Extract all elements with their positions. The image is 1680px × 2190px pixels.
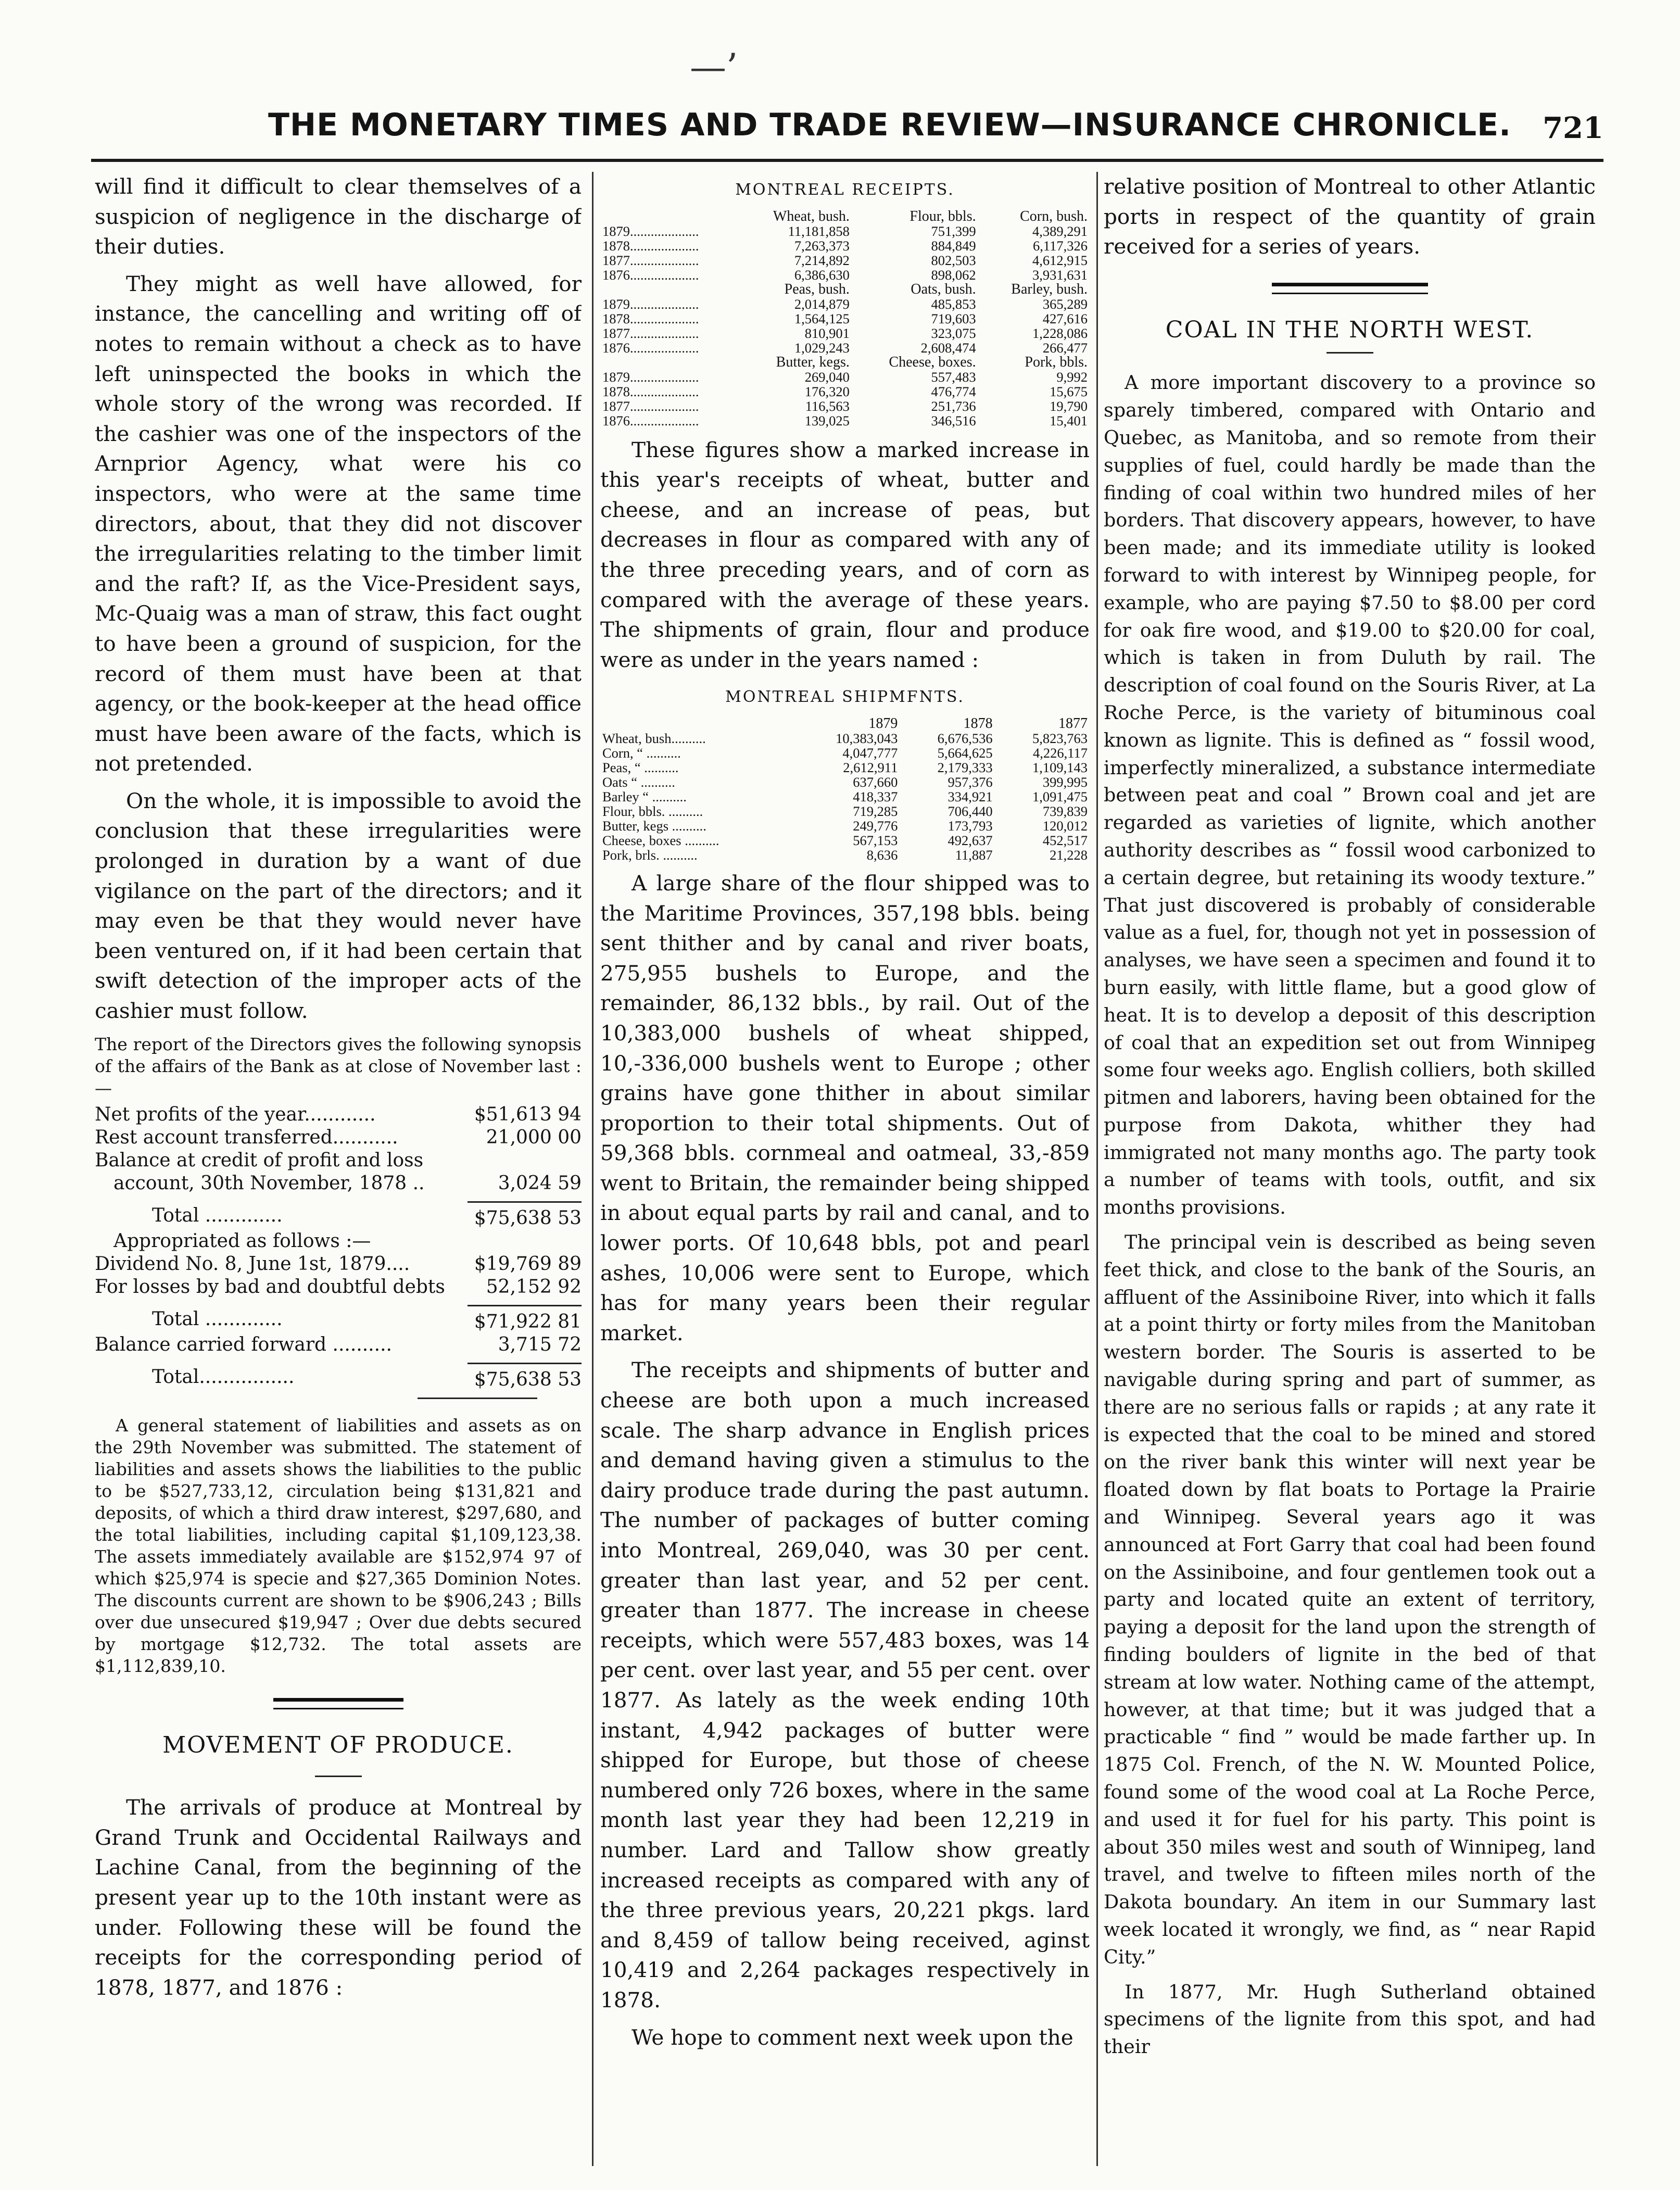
paragraph: The principal vein is described as being seven feet thick, and close to the bank of the Souris, an affluent of the Assiniboine River, into which it falls at a point thirty or forty miles from the Manitoban western border. The Souris is asserted to be navigable during spring and part of summer, as there are no serious falls or rapids ; at any rate it is expected that the coal to be mined and stored on the river bank this winter will next year be floated down by flat boats to Portage la Prairie and Winnipeg. Several years ago it was announced at Fort Garry that coal had been found on the Assiniboine, and four gentlemen took out a party and located quite an extent of territory, paying a deposit for the land upon the strength of finding boulders of lignite in the bed of that stream at low water. Nothing came of the attempt, however, at that time; but it was judged that a practicable “ find ” would be made farther up. In 1875 Col. French, of the N. W. Mounted Police, found some of the wood coal at La Roche Perce, and used it for fuel for his party. This point is about 350 miles west and south of Winnipeg, land travel, and twelve to fifteen miles north of the Dakota boundary. An item in our Summary last week located it wrongly, we find, as “ near Rapid City.” — [1104, 1231, 1596, 1968]
column-header: Cheese, boxes. — [889, 354, 976, 370]
commodity-cell: Wheat, bush.......... — [602, 730, 706, 746]
value-cell: 4,226,117 — [1032, 745, 1088, 761]
section-rule — [273, 1698, 403, 1709]
value-cell: 11,181,858 — [788, 223, 850, 239]
blank-header — [600, 355, 740, 370]
year-cell: 1877.................... — [602, 252, 699, 268]
value-cell: 334,921 — [948, 788, 993, 804]
commodity-cell: Pork, brls. .......... — [602, 847, 698, 863]
paragraph: We hope to comment next week upon the — [631, 2024, 1073, 2050]
table-row — [600, 775, 1090, 789]
value-cell: 810,901 — [804, 325, 850, 341]
directors-report — [95, 1034, 582, 1099]
paragraph: will find it difficult to clear themselves of a suspicion of negligence in the discharge of their duties. — [95, 174, 582, 259]
value-cell: 898,062 — [931, 267, 976, 283]
value-cell: 557,483 — [931, 369, 976, 385]
receipts-caption: MONTREAL RECEIPTS. — [735, 181, 955, 199]
year-cell: 1877.................... — [602, 325, 699, 341]
year-cell: 1879.................... — [602, 296, 699, 312]
section-heading: COAL IN THE NORTH WEST. — [1165, 316, 1534, 343]
shipments-caption: MONTREAL SHIPMFNTS. — [725, 688, 965, 707]
commodity-cell: Cheese, boxes .......... — [602, 832, 719, 848]
value-cell: 2,179,333 — [937, 759, 993, 775]
fin-subheading: Appropriated as follows :— — [113, 1230, 371, 1252]
year-cell: 1877.................... — [602, 398, 699, 414]
heading-rule — [315, 1776, 362, 1777]
blank-header — [600, 209, 740, 224]
paragraph: relative position of Montreal to other Atlantic ports in respect of the quantity of grain received for a series of years. — [1104, 174, 1596, 259]
paragraph: A large share of the flour shipped was to the Maritime Provinces, 357,198 bbls. being sent thither and by canal and river boats, 275,955 bushels to Europe, and the remainder, 86,132 bbls., by rail. Out of the 10,383,000 bushels of wheat shipped, 10,-336,000 bushels went to Europe ; other grains have gone thither in about similar proportion to their total shipments. Out of 59,368 bbls. cornmeal and oatmeal, 33,-859 went to Britain, the remainder being shipped in about equal parts by rail and canal, and to lower ports. Of 10,648 bbls, pot and pearl ashes, 10,006 were sent to Europe, which has for many years been their regular market. — [600, 870, 1090, 1345]
year-cell: 1878.................... — [602, 237, 699, 254]
value-cell: 427,616 — [1042, 310, 1088, 326]
value-cell: 10,383,043 — [836, 730, 898, 746]
fin-label: Balance carried forward .......... — [95, 1334, 392, 1356]
blank-header — [600, 282, 740, 297]
table-row — [600, 731, 1090, 746]
commodity-cell: Barley “ .......... — [602, 788, 687, 804]
value-cell: 476,774 — [931, 383, 976, 399]
year-cell: 1876.................... — [602, 267, 699, 283]
value-cell: 802,503 — [931, 252, 976, 268]
fin-total-label: Total ............. — [152, 1308, 283, 1330]
year-cell: 1876.................... — [602, 412, 699, 429]
value-cell: 7,214,892 — [794, 252, 850, 268]
table-row — [600, 789, 1090, 804]
table-row — [600, 238, 1090, 253]
table-row — [600, 399, 1090, 413]
fin-amount: $51,613 94 — [474, 1103, 582, 1125]
fin-amount: 52,152 92 — [486, 1276, 582, 1298]
value-cell: 719,285 — [853, 803, 898, 819]
value-cell: 346,516 — [931, 412, 976, 429]
value-cell: 637,660 — [853, 774, 898, 790]
table-row — [600, 341, 1090, 355]
value-cell: 452,517 — [1042, 832, 1088, 848]
publication-title: THE MONETARY TIMES AND TRADE REVIEW—INSURANCE CHRONICLE. — [268, 107, 1511, 143]
value-cell: 399,995 — [1042, 774, 1088, 790]
value-cell: 1,091,475 — [1032, 788, 1088, 804]
fin-amount: 3,715 72 — [498, 1333, 582, 1355]
column-header: Flour, bbls. — [910, 208, 976, 224]
table-row — [600, 833, 1090, 848]
commodity-cell: Oats “ .......... — [602, 774, 675, 790]
montreal-receipts-table — [600, 209, 1090, 428]
table-row — [600, 370, 1090, 384]
shipments-header-row — [600, 716, 1090, 731]
table-row — [600, 760, 1090, 775]
blank-header — [600, 716, 794, 731]
fin-total-amount: $75,638 53 — [468, 1363, 582, 1391]
table-row — [600, 311, 1090, 326]
table-row — [600, 804, 1090, 819]
paragraph: On the whole, it is impossible to avoid the conclusion that these irregularities were prolonged in duration by a want of due vigilance on the part of the directors; and it may even be that they would never have been ventured on, if it had been certain that swift detection of the improper acts of the cashier must follow. — [95, 788, 582, 1024]
receipts-header-row — [600, 355, 1090, 370]
value-cell: 2,608,474 — [920, 339, 976, 356]
value-cell: 492,637 — [948, 832, 993, 848]
fin-label: account, 30th November, 1878 .. — [113, 1173, 425, 1194]
value-cell: 139,025 — [804, 412, 850, 429]
value-cell: 751,399 — [931, 223, 976, 239]
value-cell: 1,029,243 — [794, 339, 850, 356]
year-cell: 1878.................... — [602, 310, 699, 326]
table-row — [600, 848, 1090, 862]
value-cell: 120,012 — [1042, 817, 1088, 834]
value-cell: 418,337 — [853, 788, 898, 804]
value-cell: 719,603 — [931, 310, 976, 326]
fin-total-amount: $71,922 81 — [468, 1305, 582, 1333]
fin-label: Dividend No. 8, June 1st, 1879.... — [95, 1253, 410, 1275]
year-cell: 1879.................... — [602, 369, 699, 385]
value-cell: 706,440 — [948, 803, 993, 819]
commodity-cell: Flour, bbls. .......... — [602, 803, 703, 819]
year-cell: 1876.................... — [602, 339, 699, 356]
value-cell: 2,014,879 — [794, 296, 850, 312]
fin-total-label: Total ............. — [152, 1204, 283, 1226]
value-cell: 176,320 — [804, 383, 850, 399]
receipts-header-row — [600, 282, 1090, 297]
value-cell: 15,401 — [1050, 412, 1088, 429]
value-cell: 11,887 — [955, 847, 993, 863]
table-row — [600, 413, 1090, 428]
year-header: 1877 — [1058, 715, 1088, 732]
value-cell: 485,853 — [931, 296, 976, 312]
table-row — [600, 297, 1090, 311]
paragraph: These figures show a marked increase in this year's receipts of wheat, butter and cheese, and an increase of peas, but decreases in flour as compared with any of the three preceding years, and of corn as compared with the average of these years. The shipments of grain, flour and produce were as under in the years named : — [600, 437, 1090, 672]
year-header: 1879 — [868, 715, 898, 732]
table-row — [600, 746, 1090, 760]
value-cell: 1,564,125 — [794, 310, 850, 326]
value-cell: 269,040 — [804, 369, 850, 385]
table-row — [600, 819, 1090, 833]
value-cell: 249,776 — [853, 817, 898, 834]
value-cell: 173,793 — [948, 817, 993, 834]
value-cell: 1,228,086 — [1032, 325, 1088, 341]
value-cell: 2,612,911 — [843, 759, 898, 775]
column-divider — [1096, 172, 1098, 2166]
column-left — [95, 172, 582, 2166]
year-header: 1878 — [963, 715, 993, 732]
section-rule — [1272, 283, 1428, 294]
fin-label: Balance at credit of profit and loss — [95, 1149, 424, 1171]
value-cell: 15,675 — [1050, 383, 1088, 399]
value-cell: 9,992 — [1056, 369, 1088, 385]
value-cell: 21,228 — [1050, 847, 1088, 863]
montreal-shipments-table — [600, 716, 1090, 862]
report-intro: The report of the Directors gives the following synopsis of the affairs of the Bank as at close of November last :— — [95, 1034, 582, 1098]
total-underline — [418, 1398, 537, 1399]
fin-label: For losses by bad and doubtful debts — [95, 1276, 445, 1298]
value-cell: 4,389,291 — [1032, 223, 1088, 239]
profit-statement-table — [95, 1103, 582, 1391]
column-header: Oats, bush. — [911, 281, 976, 297]
value-cell: 6,676,536 — [937, 730, 993, 746]
value-cell: 365,289 — [1042, 296, 1088, 312]
year-cell: 1879.................... — [602, 223, 699, 239]
column-header: Pork, bbls. — [1025, 354, 1088, 370]
table-row — [600, 384, 1090, 399]
fin-amount: 21,000 00 — [486, 1126, 582, 1148]
value-cell: 567,153 — [853, 832, 898, 848]
value-cell: 4,612,915 — [1032, 252, 1088, 268]
paragraph: The receipts and shipments of butter and cheese are both upon a much increased scale. The sharp advance in English prices and demand having given a stimulus to the dairy produce trade during the past autumn. The number of packages of butter coming into Montreal, 269,040, was 30 per cent. greater than last year, and 52 per cent. greater than 1877. The increase in cheese receipts, which were 557,483 boxes, was 14 per cent. over last year, and 55 per cent. over 1877. As lately as the week ending 10th instant, 4,942 packages of butter were shipped for Europe, but those of cheese numbered only 726 boxes, where in the same month last year they had been 12,219 in number. Lard and Tallow show greatly increased receipts as compared with any of the three previous years, 20,221 pkgs. lard and 8,459 of tallow being received, aginst 10,419 and 2,264 packages respectively in 1878. — [600, 1357, 1090, 2012]
column-header: Wheat, bush. — [773, 208, 850, 224]
coal-article — [1104, 369, 1596, 2061]
value-cell: 957,376 — [948, 774, 993, 790]
scribble-mark: —’ — [690, 46, 738, 89]
fin-label: Rest account transferred........... — [95, 1126, 398, 1148]
value-cell: 884,849 — [931, 237, 976, 254]
table-row — [600, 326, 1090, 341]
column-header: Barley, bush. — [1011, 281, 1088, 297]
value-cell: 5,823,763 — [1032, 730, 1088, 746]
table-row — [600, 253, 1090, 268]
section-heading: MOVEMENT OF PRODUCE. — [162, 1731, 514, 1758]
paragraph: The arrivals of produce at Montreal by Grand Trunk and Occidental Railways and Lachine Canal, from the beginning of the present year up to the 10th instant were as under. Following these will be found the receipts for the corresponding period of 1878, 1877, and 1876 : — [95, 1795, 582, 2000]
page-number: 721 — [1543, 111, 1603, 145]
value-cell: 266,477 — [1042, 339, 1088, 356]
value-cell: 8,636 — [866, 847, 898, 863]
value-cell: 7,263,373 — [794, 237, 850, 254]
general-statement — [95, 1415, 582, 1677]
receipts-header-row — [600, 209, 1090, 224]
value-cell: 19,790 — [1050, 398, 1088, 414]
paragraph: A more important discovery to a province so sparely timbered, compared with Ontario and Quebec, as Manitoba, and so remote from their supplies of fuel, could hardly be made than the finding of coal within two hundred miles of her borders. That discovery appears, however, to have been made; and its immediate utility is looked forward to with interest by Winnipeg people, for example, who are paying $7.50 to $8.00 per cord for oak fire wood, and $19.00 to $20.00 for coal, which is taken in from Duluth by rail. The description of coal found on the Souris River, at La Roche Perce, is the variety of bituminous coal known as lignite. This is defined as “ fossil wood, imperfectly mineralized, a substance intermediate between peat and coal ” Brown coal and jet are regarded as varieties of lignite, which another authority describes as “ fossil wood carbonized to a certain degree, but retaining its woody texture.” That just discovered is probably of considerable value as a fuel, for, though not yet in possession of analyses, we have seen a specimen and found it to burn easily, with little flame, but a good glow of heat. It is to develop a deposit of this description of coal that an expedition set out from Winnipeg some four weeks ago. English colliers, both skilled pitmen and laborers, having been obtained for the purpose from Dakota, whither they had immigrated not many months ago. The party took a number of teams with tools, outfit, and six months provisions. — [1104, 371, 1596, 1219]
value-cell: 323,075 — [931, 325, 976, 341]
commodity-cell: Corn, “ .......... — [602, 745, 681, 761]
column-header: Peas, bush. — [784, 281, 850, 297]
fin-amount: $19,769 89 — [474, 1253, 582, 1275]
column-header: Butter, kegs. — [776, 354, 850, 370]
value-cell: 116,563 — [805, 398, 850, 414]
value-cell: 251,736 — [931, 398, 976, 414]
column-header: Corn, bush. — [1020, 208, 1088, 224]
table-row — [600, 224, 1090, 238]
value-cell: 739,839 — [1042, 803, 1088, 819]
value-cell: 3,931,631 — [1032, 267, 1088, 283]
value-cell: 1,109,143 — [1032, 759, 1088, 775]
fin-total-amount: $75,638 53 — [468, 1202, 582, 1230]
value-cell: 5,664,625 — [937, 745, 993, 761]
column-divider — [592, 172, 593, 2166]
value-cell: 4,047,777 — [842, 745, 898, 761]
commodity-cell: Butter, kegs .......... — [602, 817, 706, 834]
fin-label: Net profits of the year............ — [95, 1103, 376, 1125]
paragraph: A general statement of liabilities and assets as on the 29th November was submitted. The statement of liabilities and assets shows the liabilities to the public to be $527,733,12, circulation being $131,821 and deposits, of which a third draw interest, $297,680, and the total liabilities, including capital $1,109,123,38. The assets immediately available are $152,974 97 of which $25,974 is specie and $27,365 Dominion Notes. The discounts current are shown to be $906,243 ; Bills over due unsecured $19,947 ; Over due debts secured by mortgage $12,732. The total assets are $1,112,839,10. — [95, 1415, 582, 1676]
commodity-cell: Peas, “ .......... — [602, 759, 679, 775]
paragraph: They might as well have allowed, for instance, the cancelling and writing off of notes to remain without a check as to have left uninspected the books in which the whole story of the wrong was recorded. If the cashier was one of the inspectors of the Arnprior Agency, what were his co inspectors, who were at the same time directors, about, that they did not discover the irregularities relating to the timber limit and the raft? If, as the Vice-President says, Mc-Quaig was a man of straw, this fact ought to have been a ground of suspicion, for the record of them must have been at that agency, or the book-keeper at the head office must have been aware of the facts, which is not pretended. — [95, 271, 582, 776]
fin-total-label: Total................ — [152, 1366, 295, 1388]
column-middle — [600, 172, 1090, 2166]
year-cell: 1878.................... — [602, 383, 699, 399]
heading-rule — [1327, 352, 1373, 354]
column-right — [1104, 172, 1596, 2166]
value-cell: 6,386,630 — [794, 267, 850, 283]
table-row — [600, 268, 1090, 282]
page-header — [91, 107, 1603, 162]
value-cell: 6,117,326 — [1032, 237, 1088, 254]
paragraph: In 1877, Mr. Hugh Sutherland obtained specimens of the lignite from this spot, and had their — [1104, 1980, 1596, 2058]
fin-amount: 3,024 59 — [498, 1172, 582, 1194]
